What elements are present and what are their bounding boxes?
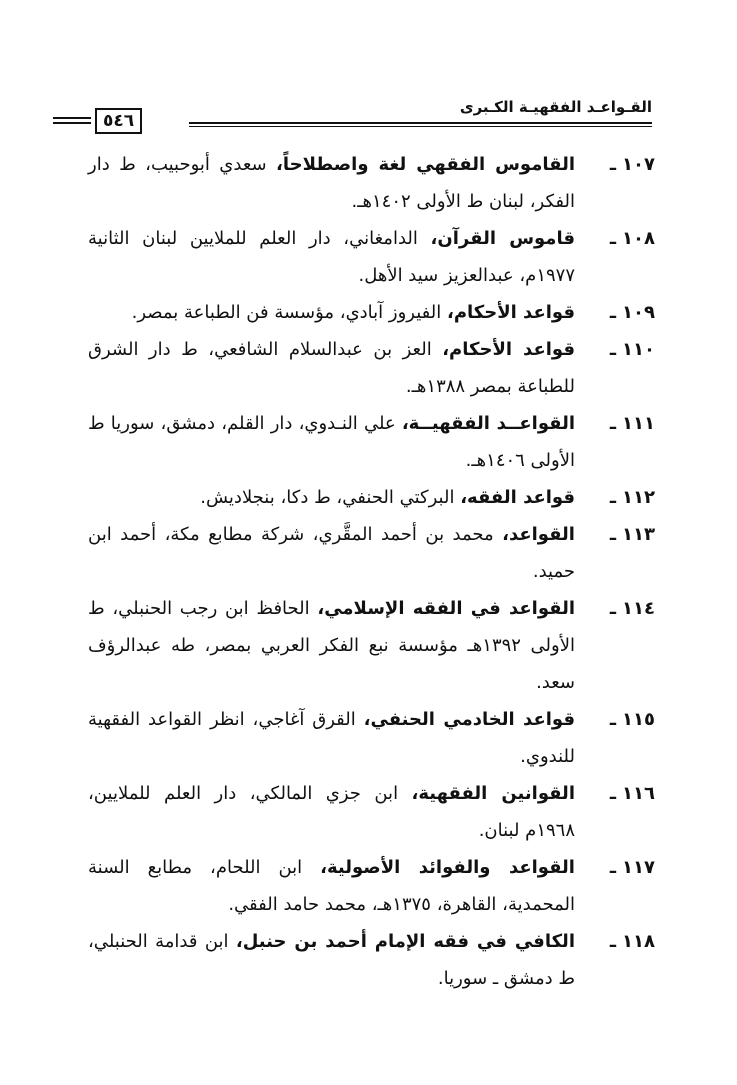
entry-number-value: ١٠٨ [622, 228, 655, 249]
entry-dash: ـ [609, 487, 617, 508]
entry-number [593, 146, 655, 183]
entry-number [593, 701, 655, 738]
bibliography-entry [88, 775, 655, 849]
running-title: القـواعـد الفقهيـة الكـبرى [459, 98, 652, 116]
entry-number [593, 590, 655, 627]
entry-number [593, 849, 655, 886]
entry-title: القواعد، [502, 524, 575, 545]
entry-number [593, 331, 655, 368]
entry-number-value: ١٠٩ [622, 302, 655, 323]
entry-number-value: ١١٢ [622, 487, 655, 508]
entry-title: القواعــد الفقهيــة، [401, 413, 575, 434]
entry-details: القرق آغاجي، انظر القواعد الفقهية للندوي. [88, 709, 575, 767]
bibliography-entry [88, 220, 655, 294]
entry-number [593, 923, 655, 960]
entry-dash: ـ [609, 857, 617, 878]
entry-dash: ـ [609, 228, 617, 249]
bibliography-list [88, 146, 655, 997]
header-rule [189, 122, 652, 124]
entry-details: ابن قدامة الحنبلي، ط دمشق ـ سوريا. [88, 931, 575, 989]
entry-dash: ـ [609, 524, 617, 545]
entry-dash: ـ [609, 598, 617, 619]
entry-title: القواعد والفوائد الأصولية، [320, 857, 575, 878]
entry-number-value: ١١٦ [622, 783, 655, 804]
entry-number-value: ١١٣ [622, 524, 655, 545]
entry-number-value: ١١١ [622, 413, 655, 434]
entry-details: سعدي أبوحبيب، ط دار الفكر، لبنان ط الأولى ١٤٠٢هـ. [88, 154, 575, 212]
entry-details: ابن جزي المالكي، دار العلم للملايين، ١٩٦٨م لبنان. [88, 783, 575, 841]
entry-title: قواعد الفقه، [460, 487, 575, 508]
bibliography-entry [88, 479, 655, 516]
bibliography-entry [88, 405, 655, 479]
entry-dash: ـ [609, 413, 617, 434]
bibliography-entry [88, 331, 655, 405]
entry-title: القواعد في الفقه الإسلامي، [317, 598, 575, 619]
entry-number [593, 775, 655, 812]
entry-details: البركتي الحنفي، ط دكا، بنجلاديش. [200, 487, 455, 508]
entry-title: القاموس الفقهي لغة واصطلاحاً، [276, 154, 575, 175]
entry-details: العز بن عبدالسلام الشافعي، ط دار الشرق للطباعة بمصر ١٣٨٨هـ. [88, 339, 575, 397]
bibliography-entry [88, 701, 655, 775]
page-header [95, 96, 652, 130]
entry-details: ابن اللحام، مطابع السنة المحمدية، القاهرة، ١٣٧٥هـ، محمد حامد الفقي. [88, 857, 575, 915]
entry-dash: ـ [609, 783, 617, 804]
bibliography-entry [88, 146, 655, 220]
entry-dash: ـ [609, 931, 617, 952]
entry-title: قواعد الأحكام، [442, 339, 575, 360]
page-number-ornament [53, 117, 91, 127]
entry-number-value: ١٠٧ [622, 154, 655, 175]
entry-details: محمد بن أحمد المقَّري، شركة مطابع مكة، أحمد ابن حميد. [88, 524, 575, 582]
entry-title: الكافي في فقه الإمام أحمد بن حنبل، [235, 931, 575, 952]
entry-title: قاموس القرآن، [430, 228, 575, 249]
entry-number-value: ١١٨ [622, 931, 655, 952]
entry-number-value: ١١٠ [622, 339, 655, 360]
entry-title: القوانين الفقهية، [411, 783, 575, 804]
bibliography-entry [88, 923, 655, 997]
entry-dash: ـ [609, 302, 617, 323]
entry-details: الفيروز آبادي، مؤسسة فن الطباعة بمصر. [131, 302, 442, 323]
entry-number-value: ١١٥ [622, 709, 655, 730]
entry-number [593, 479, 655, 516]
bibliography-entry [88, 849, 655, 923]
entry-details: الحافظ ابن رجب الحنبلي، ط الأولى ١٣٩٢هـ مؤسسة نبع الفكر العربي بمصر، طه عبدالرؤف سعد. [88, 598, 575, 693]
page-number: ٥٤٦ [95, 108, 142, 134]
entry-number [593, 220, 655, 257]
entry-number-value: ١١٧ [622, 857, 655, 878]
header-rule-thin [189, 126, 652, 127]
entry-details: الدامغاني، دار العلم للملايين لبنان الثانية ١٩٧٧م، عبدالعزيز سيد الأهل. [88, 228, 575, 286]
entry-number [593, 516, 655, 553]
entry-number [593, 405, 655, 442]
entry-title: قواعد الخادمي الحنفي، [363, 709, 575, 730]
entry-details: علي النـدوي، دار القلم، دمشق، سوريا ط الأولى ١٤٠٦هـ. [88, 413, 575, 471]
entry-dash: ـ [609, 154, 617, 175]
bibliography-entry [88, 590, 655, 701]
entry-title: قواعد الأحكام، [446, 302, 575, 323]
entry-dash: ـ [609, 709, 617, 730]
entry-dash: ـ [609, 339, 617, 360]
bibliography-entry [88, 294, 655, 331]
entry-number [593, 294, 655, 331]
entry-number-value: ١١٤ [622, 598, 655, 619]
bibliography-entry [88, 516, 655, 590]
